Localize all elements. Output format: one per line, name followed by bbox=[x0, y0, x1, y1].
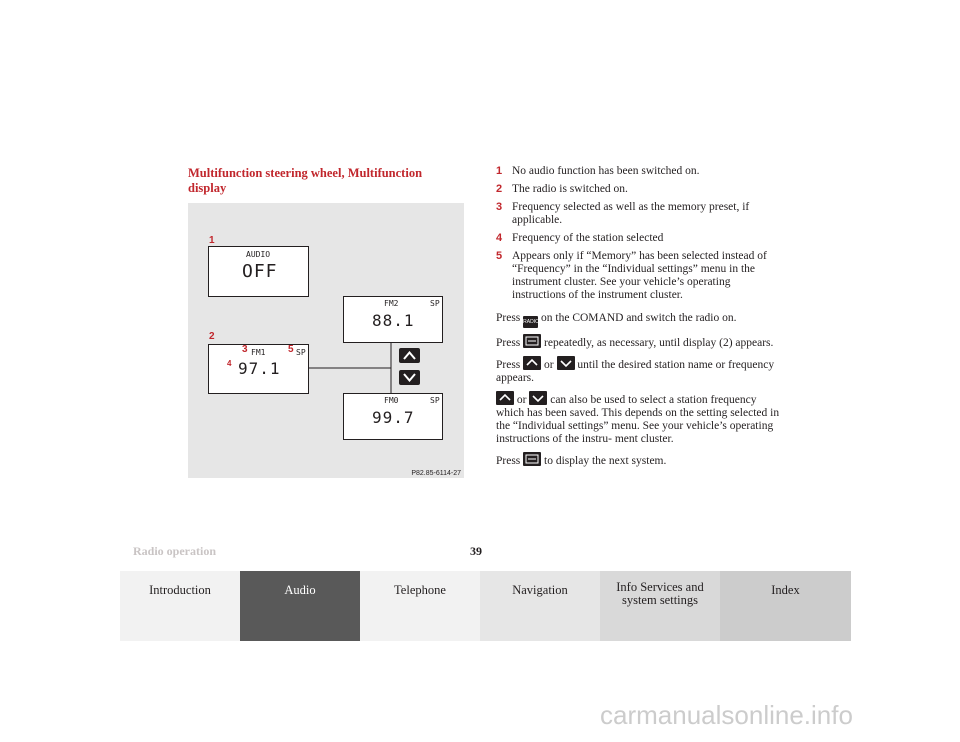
lcd-fm2-sp: SP bbox=[430, 299, 440, 308]
para-text: on the COMAND and switch the radio on. bbox=[541, 312, 737, 324]
item-number: 1 bbox=[496, 165, 503, 177]
para-text: can also be used to select a station frequency which has been saved. This depends on the setting selected in the “Individual settings” menu. See your vehicle’s operating instructions of the instru- ment cluster. bbox=[496, 394, 780, 445]
display-figure bbox=[188, 203, 464, 478]
down-arrow-icon bbox=[557, 356, 575, 370]
para-text: Press bbox=[496, 312, 521, 324]
callout-4: 4 bbox=[227, 359, 232, 368]
section-title: Multifunction steering wheel, Multifunction display bbox=[188, 166, 423, 195]
item-text: The radio is switched on. bbox=[512, 183, 628, 195]
radio-key-icon: RADIO bbox=[523, 316, 538, 328]
lcd-fm0-band: FM0 bbox=[384, 396, 399, 405]
lcd-fm2-freq: 88.1 bbox=[372, 311, 415, 330]
down-arrow-icon bbox=[529, 391, 547, 405]
item-text: Appears only if “Memory” has been selected instead of “Frequency” in the “Individual settings” menu in the instrument cluster. See your vehicle’s operating instructions of the instrument cluster. bbox=[512, 250, 767, 301]
lcd-fm1-freq: 97.1 bbox=[238, 359, 281, 378]
para-text: Press bbox=[496, 337, 521, 349]
lcd-fm1-sp: SP bbox=[296, 348, 306, 357]
list-item bbox=[496, 250, 786, 302]
item-number: 2 bbox=[496, 183, 503, 195]
chapter-nav bbox=[120, 571, 851, 641]
paragraph-next-system bbox=[496, 452, 786, 468]
callout-3: 3 bbox=[242, 344, 248, 355]
lcd-audio-value: OFF bbox=[242, 261, 278, 282]
list-item bbox=[496, 165, 786, 178]
page-number: 39 bbox=[470, 544, 482, 558]
tab-info-services[interactable]: Info Services and system settings bbox=[600, 571, 720, 641]
tab-navigation[interactable]: Navigation bbox=[480, 571, 600, 641]
up-arrow-icon bbox=[399, 348, 420, 363]
item-number: 3 bbox=[496, 201, 503, 213]
figure-code: P82.85-6114-27 bbox=[411, 470, 461, 477]
paragraph-system bbox=[496, 334, 786, 350]
para-text: or bbox=[516, 394, 527, 406]
tab-telephone[interactable]: Telephone bbox=[360, 571, 480, 641]
para-text: Press bbox=[496, 455, 521, 467]
lcd-fm0-freq: 99.7 bbox=[372, 408, 415, 427]
down-arrow-icon bbox=[399, 370, 420, 385]
description-text bbox=[496, 165, 786, 473]
system-key-icon bbox=[523, 334, 541, 348]
para-text: until the desired station name or frequency appears. bbox=[496, 359, 775, 384]
para-text: repeatedly, as necessary, until display (2) appears. bbox=[544, 337, 774, 349]
item-text: Frequency selected as well as the memory preset, if applicable. bbox=[512, 201, 750, 226]
lcd-fm0-sp: SP bbox=[430, 396, 440, 405]
lcd-fm2-band: FM2 bbox=[384, 299, 399, 308]
watermark: carmanualsonline.info bbox=[600, 700, 853, 730]
list-item bbox=[496, 183, 786, 196]
item-number: 5 bbox=[496, 250, 503, 262]
item-text: Frequency of the station selected bbox=[512, 232, 664, 244]
callout-2: 2 bbox=[209, 331, 215, 342]
connector-lines bbox=[188, 203, 464, 478]
tab-audio[interactable]: Audio bbox=[240, 571, 360, 641]
callout-5: 5 bbox=[288, 344, 294, 355]
para-text: to display the next system. bbox=[544, 455, 667, 467]
item-number: 4 bbox=[496, 232, 503, 244]
tab-index[interactable]: Index bbox=[720, 571, 851, 641]
para-text: or bbox=[544, 359, 554, 371]
list-item bbox=[496, 201, 786, 227]
lcd-fm1-band: FM1 bbox=[251, 348, 266, 357]
paragraph-arrows bbox=[496, 356, 786, 385]
paragraph-preset bbox=[496, 391, 786, 446]
footer-title: Radio operation bbox=[133, 544, 217, 558]
list-item bbox=[496, 232, 786, 245]
lcd-audio-label: AUDIO bbox=[246, 250, 271, 259]
para-text: Press bbox=[496, 359, 521, 371]
up-arrow-icon bbox=[496, 391, 514, 405]
item-text: No audio function has been switched on. bbox=[512, 165, 700, 177]
up-arrow-icon bbox=[523, 356, 541, 370]
paragraph-radio bbox=[496, 312, 786, 328]
tab-introduction[interactable]: Introduction bbox=[120, 571, 240, 641]
callout-1: 1 bbox=[209, 235, 215, 246]
system-key-icon bbox=[523, 452, 541, 466]
